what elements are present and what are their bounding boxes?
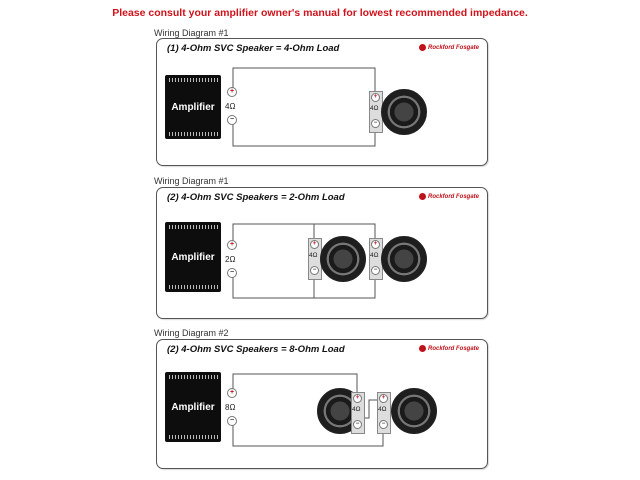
speaker-2-positive-terminal: + xyxy=(371,240,380,249)
load-value: 8Ω xyxy=(225,403,236,412)
amp-heatsink-bottom xyxy=(167,132,219,136)
load-value: 2Ω xyxy=(225,255,236,264)
amplifier-label: Amplifier xyxy=(171,101,215,113)
speaker-1-impedance: 4Ω xyxy=(352,406,361,413)
brand-logo: Rockford Fosgate xyxy=(419,345,479,352)
speaker-negative-terminal: − xyxy=(371,119,380,128)
amplifier xyxy=(165,75,221,139)
diagram-3-label: Wiring Diagram #2 xyxy=(154,328,229,338)
amplifier xyxy=(165,372,221,442)
diagram-1-panel xyxy=(156,38,488,166)
speaker-1-impedance: 4Ω xyxy=(309,252,318,259)
speaker-2 xyxy=(391,388,437,434)
speaker-2-negative-terminal: − xyxy=(379,420,388,429)
impedance-warning: Please consult your amplifier owner's manual for lowest recommended impedance. xyxy=(112,7,528,19)
speaker-impedance: 4Ω xyxy=(370,105,379,112)
speaker-2 xyxy=(381,236,427,282)
speaker-positive-terminal: + xyxy=(371,93,380,102)
amplifier-label: Amplifier xyxy=(171,251,215,263)
diagram-2-panel xyxy=(156,187,488,319)
speaker-1-positive-terminal: + xyxy=(310,240,319,249)
speaker-1-negative-terminal: − xyxy=(310,266,319,275)
speaker-1 xyxy=(320,236,366,282)
amp-heatsink-top xyxy=(167,225,219,229)
amp-heatsink-top xyxy=(167,78,219,82)
speaker-2-impedance: 4Ω xyxy=(378,406,387,413)
amplifier-label: Amplifier xyxy=(171,401,215,413)
amp-heatsink-bottom xyxy=(167,285,219,289)
amp-heatsink-bottom xyxy=(167,435,219,439)
speaker-2-negative-terminal: − xyxy=(371,266,380,275)
speaker-2-positive-terminal: + xyxy=(379,394,388,403)
amp-negative-terminal: − xyxy=(227,416,237,426)
speaker-1-positive-terminal: + xyxy=(353,394,362,403)
diagram-1-title: (1) 4-Ohm SVC Speaker = 4-Ohm Load xyxy=(167,43,340,54)
brand-logo: Rockford Fosgate xyxy=(419,193,479,200)
amp-heatsink-top xyxy=(167,375,219,379)
amp-negative-terminal: − xyxy=(227,115,237,125)
amp-negative-terminal: − xyxy=(227,268,237,278)
diagram-1-label: Wiring Diagram #1 xyxy=(154,28,229,38)
amp-positive-terminal: + xyxy=(227,240,237,250)
speaker xyxy=(381,89,427,135)
amp-positive-terminal: + xyxy=(227,87,237,97)
diagram-2-label: Wiring Diagram #1 xyxy=(154,176,229,186)
diagram-3-title: (2) 4-Ohm SVC Speakers = 8-Ohm Load xyxy=(167,344,345,355)
diagram-3-panel xyxy=(156,339,488,469)
diagram-2-title: (2) 4-Ohm SVC Speakers = 2-Ohm Load xyxy=(167,192,345,203)
speaker-1-negative-terminal: − xyxy=(353,420,362,429)
load-value: 4Ω xyxy=(225,102,236,111)
amp-positive-terminal: + xyxy=(227,388,237,398)
amplifier xyxy=(165,222,221,292)
speaker-2-impedance: 4Ω xyxy=(370,252,379,259)
brand-logo: Rockford Fosgate xyxy=(419,44,479,51)
